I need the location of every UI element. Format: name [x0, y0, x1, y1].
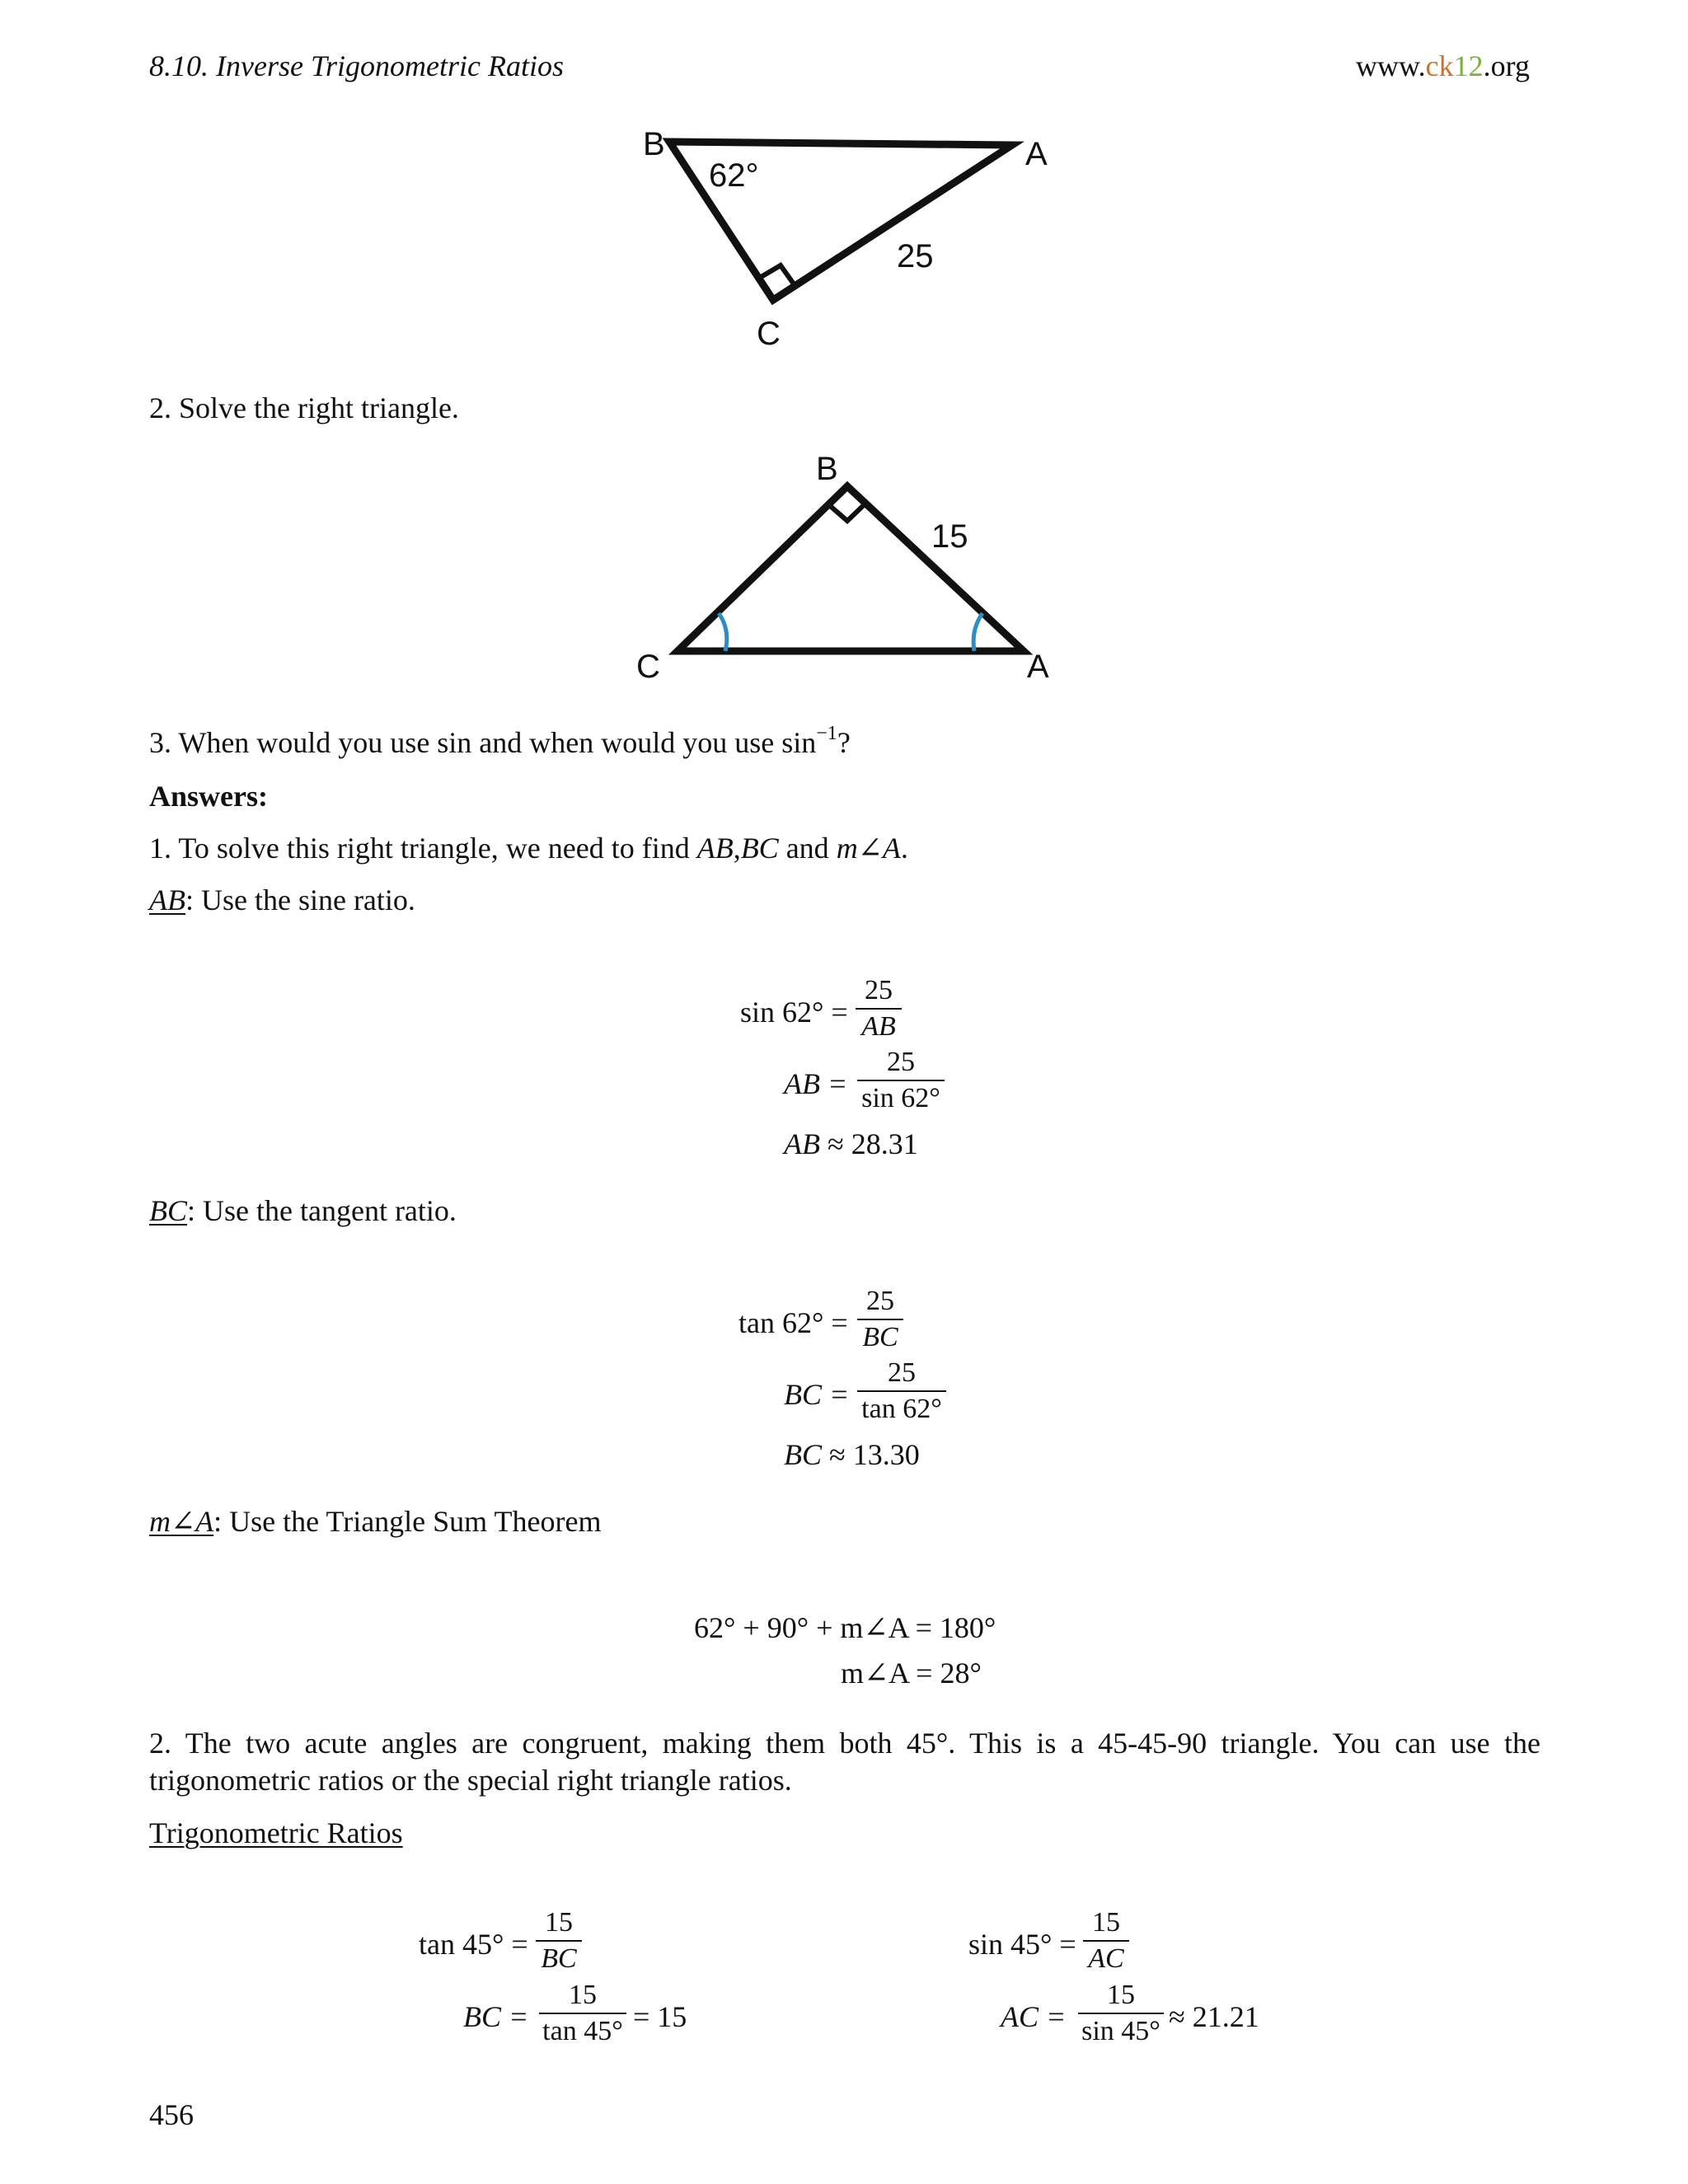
ab-text: : Use the sine ratio. [185, 883, 415, 916]
page-number: 456 [149, 2098, 194, 2131]
ab-eq-line3 [784, 1127, 918, 1160]
vertex-label-a: A [1027, 649, 1049, 685]
problem-3-text [149, 724, 851, 765]
fraction-denominator: BC [541, 1943, 577, 1974]
site-12: 12 [1453, 49, 1484, 82]
angle-arc-c [719, 613, 727, 651]
vertex-label-c: C [636, 649, 660, 685]
bc-text: : Use the tangent ratio. [187, 1194, 457, 1227]
fraction-denominator: tan 62° [861, 1394, 942, 1424]
right-eq-line1-lhs: sin 45° = [968, 1928, 1076, 1961]
left-eq-line1-lhs: tan 45° = [419, 1928, 528, 1961]
ma-subheading [149, 1503, 601, 1540]
bc-eq-line3 [784, 1438, 920, 1471]
vertex-label-a: A [1025, 136, 1048, 172]
right-eq-line2-lhs: AC = [1001, 2000, 1067, 2033]
answer-1-intro [149, 830, 908, 866]
problem-3-main: 3. When would you use sin and when would you use sin [149, 726, 817, 759]
intro-bc: BC [740, 832, 779, 865]
fraction-numerator: 15 [1092, 1907, 1120, 1938]
site-www: www. [1356, 49, 1426, 82]
fraction-numerator: 15 [569, 1980, 597, 2010]
running-header-section: 8.10. Inverse Trigonometric Ratios [149, 49, 564, 82]
ab-eq-line2-lhs: AB = [784, 1067, 848, 1100]
bc-label: BC [149, 1194, 188, 1227]
vertex-label-b: B [816, 452, 838, 487]
side-label: 25 [897, 238, 934, 274]
fraction-numerator: 25 [888, 1357, 916, 1388]
answers-heading: Answers: [149, 780, 268, 813]
bc-eq-line2-lhs: BC = [784, 1378, 850, 1411]
intro-end: . [900, 832, 908, 865]
bc-eq-line3-lhs: BC [784, 1438, 823, 1471]
answer-2-line2: trigonometric ratios or the special right triangle ratios. [149, 1764, 792, 1797]
vertex-label-b: B [643, 126, 665, 162]
fraction-numerator: 15 [545, 1907, 573, 1938]
angle-label: 62° [709, 157, 759, 194]
problem-3-sup: −1 [816, 723, 837, 744]
ma-text: : Use the Triangle Sum Theorem [213, 1505, 602, 1538]
fraction-numerator: 25 [887, 1047, 915, 1077]
triangle-figure-1 [626, 124, 1071, 363]
fraction-numerator: 25 [865, 975, 893, 1005]
right-eq-line2-rhs: ≈ 21.21 [1169, 2000, 1259, 2033]
right-angle-marker-2 [828, 503, 866, 521]
ma-label: m∠A [149, 1505, 214, 1538]
vertex-label-c: C [757, 316, 781, 352]
fraction-denominator: BC [862, 1322, 898, 1352]
angle-arc-a [973, 613, 982, 651]
fraction-numerator: 15 [1107, 1980, 1135, 2010]
intro-text: 1. To solve this right triangle, we need to find [149, 832, 697, 865]
ab-eq-line1-fraction [856, 973, 902, 1044]
answer-2-line1: 2. The two acute angles are congruent, making them both 45°. This is a 45-45-90 triangle. You can use the [149, 1727, 1540, 1760]
ab-label: AB [149, 883, 185, 916]
intro-ab: AB [696, 832, 734, 865]
ab-eq-line1-lhs: sin 62° = [740, 996, 848, 1029]
intro-ma: m∠A [836, 832, 901, 865]
ab-eq-line2-fraction [857, 1045, 945, 1116]
bc-eq-line2-fraction [857, 1356, 946, 1427]
left-eq-line1-fraction [536, 1905, 582, 1976]
left-eq-line2-lhs: BC = [463, 2000, 529, 2033]
triangle-2-outline [678, 486, 1024, 651]
triangle-figure-2 [626, 452, 1071, 691]
fraction-denominator: sin 45° [1081, 2016, 1160, 2046]
left-eq-line2-fraction [539, 1978, 626, 2049]
intro-and: and [778, 832, 837, 865]
site-ck: ck [1425, 49, 1454, 82]
trig-ratios-heading: Trigonometric Ratios [149, 1816, 403, 1849]
running-header-site [1356, 48, 1530, 84]
bc-eq-line1-fraction [857, 1284, 903, 1355]
ab-eq-line3-rhs: ≈ 28.31 [827, 1127, 918, 1160]
bc-eq-line3-rhs: ≈ 13.30 [829, 1438, 920, 1471]
left-eq-line2-rhs: = 15 [633, 2000, 687, 2033]
side-label: 15 [931, 518, 968, 555]
bc-subheading [149, 1193, 457, 1229]
fraction-numerator: 25 [866, 1286, 894, 1316]
right-eq-line1-fraction [1083, 1905, 1129, 1976]
ab-eq-line3-lhs: AB [784, 1127, 820, 1160]
problem-3-end: ? [837, 726, 851, 759]
right-eq-line2-fraction [1078, 1978, 1164, 2049]
fraction-denominator: AB [861, 1011, 896, 1042]
fraction-denominator: AC [1088, 1943, 1124, 1974]
bc-eq-line1-lhs: tan 62° = [738, 1306, 848, 1339]
ab-subheading [149, 882, 415, 918]
ma-eq-line2: m∠A = 28° [841, 1657, 982, 1690]
intro-comma: , [733, 832, 741, 865]
site-org: .org [1483, 49, 1530, 82]
fraction-denominator: tan 45° [542, 2016, 623, 2046]
ma-eq-line1: 62° + 90° + m∠A = 180° [694, 1611, 996, 1644]
problem-2-text: 2. Solve the right triangle. [149, 391, 459, 424]
fraction-denominator: sin 62° [861, 1083, 940, 1113]
